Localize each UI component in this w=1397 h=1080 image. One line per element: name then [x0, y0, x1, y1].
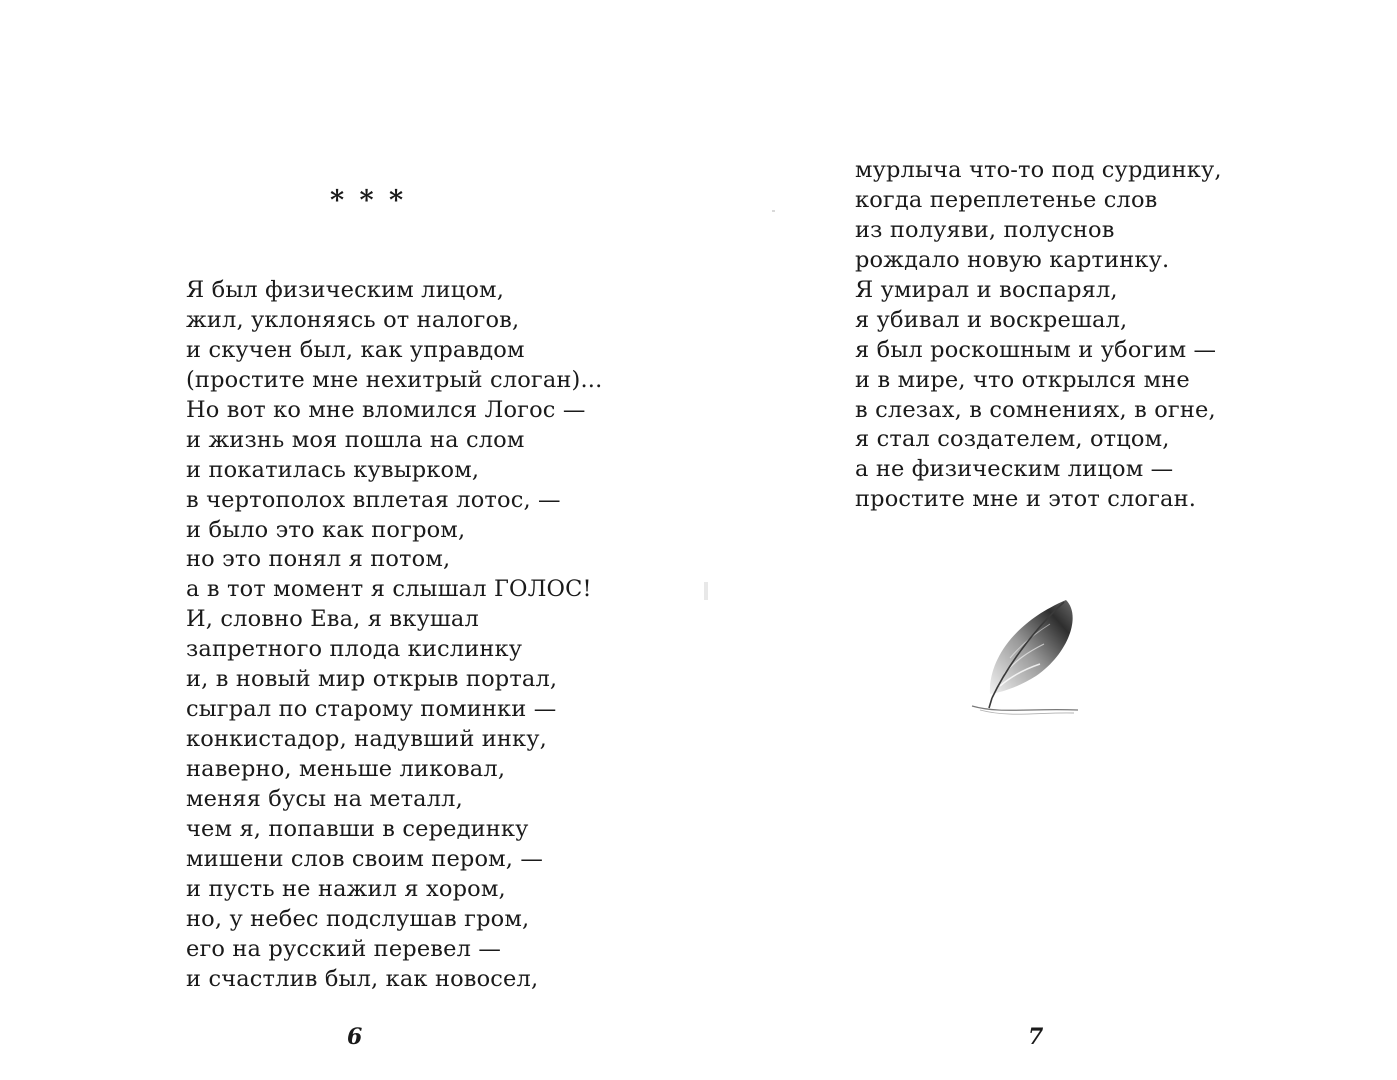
poem-line: я был роскошным и убогим —	[855, 336, 1217, 363]
poem-line: а не физическим лицом —	[855, 456, 1174, 483]
section-ornament: * * *	[330, 185, 407, 216]
poem-line: а в тот момент я слышал ГОЛОС!	[186, 576, 592, 603]
quill-feather-icon	[970, 594, 1082, 718]
right-page	[698, 0, 1397, 1080]
poem-line: конкистадор, надувший инку,	[186, 726, 547, 753]
poem-line: Но вот ко мне вломился Логос —	[186, 396, 586, 423]
poem-line: простите мне и этот слоган.	[855, 486, 1197, 513]
page-number-right: 7	[1028, 1024, 1044, 1050]
poem-line: наверно, меньше ликовал,	[186, 756, 506, 782]
poem-line: и покатилась кувырком,	[186, 456, 480, 483]
poem-line: меняя бусы на металл,	[186, 785, 463, 812]
poem-line: когда переплетенье слов	[855, 186, 1158, 213]
poem-line: но это понял я потом,	[186, 546, 451, 573]
poem-line: Я умирал и воспарял,	[855, 276, 1118, 303]
poem-line: я убивал и воскрешал,	[855, 306, 1128, 333]
page-number-left: 6	[347, 1024, 363, 1050]
poem-line: сыграл по старому поминки —	[186, 696, 557, 723]
scan-speck	[704, 582, 708, 600]
poem-line: (простите мне нехитрый слоган)...	[186, 366, 603, 393]
poem-line: в слезах, в сомнениях, в огне,	[855, 396, 1216, 423]
poem-line: и пусть не нажил я хором,	[186, 875, 506, 902]
poem-line: из полуяви, полуснов	[855, 216, 1115, 243]
poem-line: мишени слов своим пером, —	[186, 845, 544, 872]
poem-line: и было это как погром,	[186, 516, 466, 543]
poem-line: И, словно Ева, я вкушал	[186, 606, 479, 633]
poem-line: и в мире, что открылся мне	[855, 366, 1190, 393]
poem-line: и счастлив был, как новосел,	[186, 965, 539, 992]
left-page	[0, 0, 698, 1080]
poem-line: Я был физическим лицом,	[186, 277, 505, 303]
poem-line: но, у небес подслушав гром,	[186, 905, 530, 932]
poem-line: и, в новый мир открыв портал,	[186, 666, 558, 693]
poem-line: жил, уклоняясь от налогов,	[186, 306, 520, 333]
poem-line: мурлыча что-то под сурдинку,	[855, 157, 1222, 183]
poem-line: чем я, попавши в серединку	[186, 815, 529, 842]
poem-line: и скучен был, как управдом	[186, 336, 525, 363]
poem-line: рождало новую картинку.	[855, 246, 1170, 273]
scan-speck	[772, 210, 775, 212]
poem-right	[855, 156, 1222, 515]
poem-line: его на русский перевел —	[186, 935, 501, 962]
poem-line: я стал создателем, отцом,	[855, 426, 1170, 453]
poem-line: в чертополох вплетая лотос, —	[186, 486, 561, 513]
poem-line: и жизнь моя пошла на слом	[186, 426, 525, 453]
poem-left	[186, 276, 602, 995]
poem-line: запретного плода кислинку	[186, 636, 523, 663]
